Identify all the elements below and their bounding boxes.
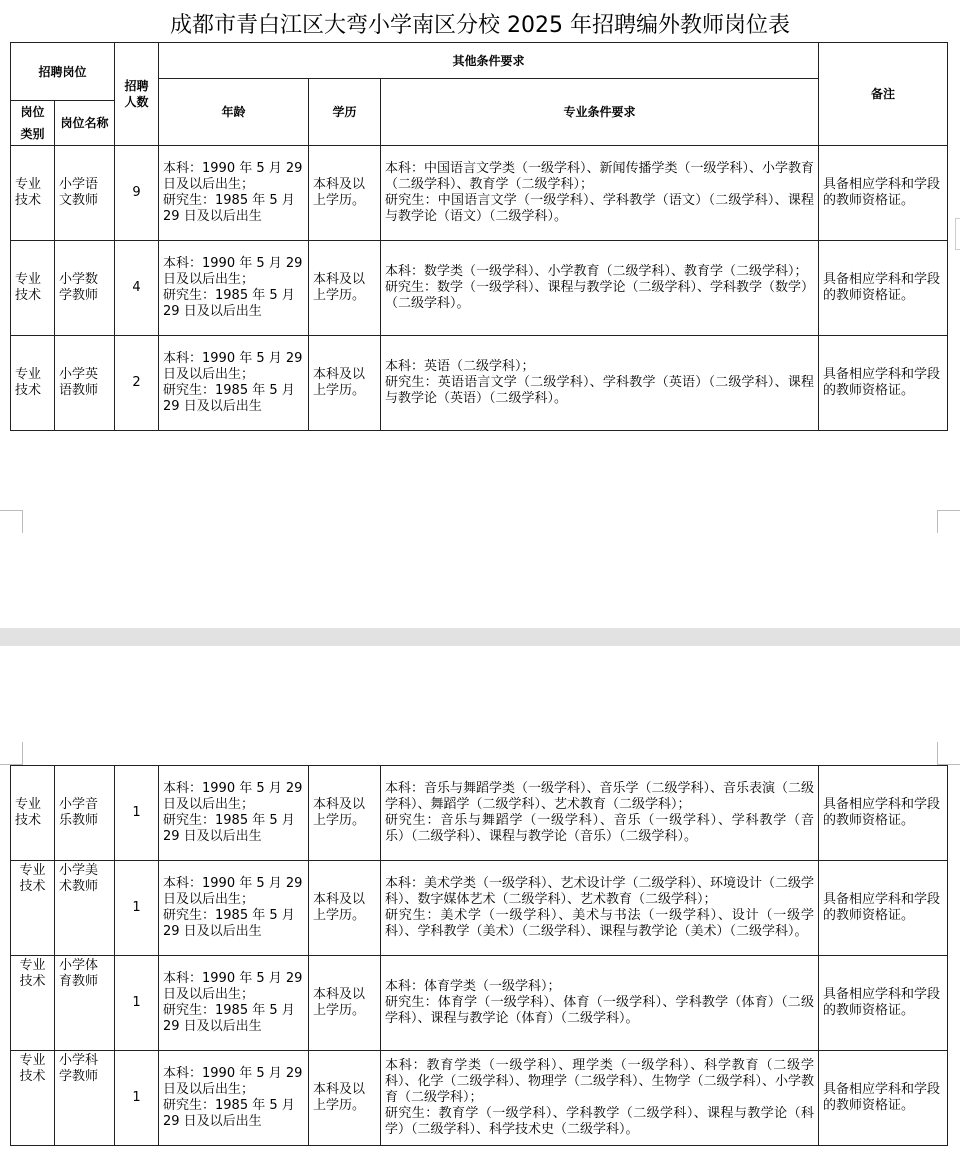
cell-remark: 具备相应学科和学段的教师资格证。 [819,766,948,861]
table-row [11,336,948,431]
cell-count: 4 [115,241,159,336]
crop-mark [0,742,23,765]
cell-major: 本科：体育学类（一级学科）； 研究生：体育学（一级学科）、体育（一级学科）、学科教学（体育）（二级学科）、课程与教学论（体育）（二级学科）。 [381,956,819,1051]
cell-post: 小学音乐教师 [55,766,115,861]
page-edge-tab [955,218,960,250]
header-education: 学历 [309,79,381,146]
cell-remark: 具备相应学科和学段的教师资格证。 [819,861,948,956]
cell-count: 1 [115,1051,159,1146]
cell-count: 1 [115,956,159,1051]
cell-category: 专业技术 [11,1051,55,1146]
cell-remark: 具备相应学科和学段的教师资格证。 [819,336,948,431]
cell-major: 本科：数学类（一级学科）、小学教育（二级学科）、教育学（二级学科）； 研究生：数学（一级学科）、课程与教学论（二级学科）、学科教学（数学）（二级学科）。 [381,241,819,336]
cell-education: 本科及以上学历。 [309,1051,381,1146]
header-category: 岗位类别 [11,101,55,146]
cell-major: 本科：中国语言文学类（一级学科）、新闻传播学类（一级学科）、小学教育（二级学科）、教育学（二级学科）； 研究生：中国语言文学（一级学科）、学科教学（语文）（二级学科）、课程与教学论（语文）（二级学科）。 [381,146,819,241]
table-row [11,956,948,1051]
header-major: 专业条件要求 [381,79,819,146]
table-row [11,241,948,336]
cell-count: 2 [115,336,159,431]
cell-post: 小学体育教师 [55,956,115,1051]
table-row [11,861,948,956]
header-count: 招聘人数 [115,43,159,146]
cell-category: 专业技术 [11,956,55,1051]
recruitment-table-page-2 [10,765,948,1146]
cell-major: 本科：英语（二级学科）； 研究生：英语语言文学（二级学科）、学科教学（英语）（二级学科）、课程与教学论（英语）（二级学科）。 [381,336,819,431]
cell-age: 本科：1990 年 5 月 29 日及以后出生； 研究生：1985 年 5 月 29 日及以后出生 [159,956,309,1051]
header-position: 招聘岗位 [11,43,115,101]
cell-category: 专业技术 [11,146,55,241]
table-row [11,766,948,861]
cell-age: 本科：1990 年 5 月 29 日及以后出生； 研究生：1985 年 5 月 29 日及以后出生 [159,1051,309,1146]
cell-post: 小学数学教师 [55,241,115,336]
header-remarks: 备注 [819,43,948,146]
cell-count: 1 [115,861,159,956]
crop-mark [0,510,23,533]
cell-education: 本科及以上学历。 [309,241,381,336]
recruitment-table-page-1 [10,42,948,431]
cell-age: 本科：1990 年 5 月 29 日及以后出生； 研究生：1985 年 5 月 29 日及以后出生 [159,336,309,431]
cell-count: 1 [115,766,159,861]
cell-age: 本科：1990 年 5 月 29 日及以后出生； 研究生：1985 年 5 月 29 日及以后出生 [159,241,309,336]
header-age: 年龄 [159,79,309,146]
cell-education: 本科及以上学历。 [309,956,381,1051]
cell-remark: 具备相应学科和学段的教师资格证。 [819,241,948,336]
cell-education: 本科及以上学历。 [309,336,381,431]
cell-education: 本科及以上学历。 [309,861,381,956]
cell-category: 专业技术 [11,861,55,956]
table-row [11,146,948,241]
cell-category: 专业技术 [11,766,55,861]
cell-post: 小学美术教师 [55,861,115,956]
page-title: 成都市青白江区大弯小学南区分校 2025 年招聘编外教师岗位表 [170,13,790,38]
cell-post: 小学英语教师 [55,336,115,431]
cell-age: 本科：1990 年 5 月 29 日及以后出生； 研究生：1985 年 5 月 29 日及以后出生 [159,766,309,861]
cell-remark: 具备相应学科和学段的教师资格证。 [819,1051,948,1146]
table-row [11,1051,948,1146]
cell-age: 本科：1990 年 5 月 29 日及以后出生； 研究生：1985 年 5 月 29 日及以后出生 [159,861,309,956]
cell-education: 本科及以上学历。 [309,766,381,861]
cell-category: 专业技术 [11,336,55,431]
cell-major: 本科：音乐与舞蹈学类（一级学科）、音乐学（二级学科）、音乐表演（二级学科）、舞蹈学（二级学科）、艺术教育（二级学科）； 研究生：音乐与舞蹈学（一级学科）、音乐（一级学科）、学科教学（音乐）（二级学科）、课程与教学论（音乐）（二级学科）。 [381,766,819,861]
header-post-name: 岗位名称 [55,101,115,146]
cell-post: 小学科学教师 [55,1051,115,1146]
cell-remark: 具备相应学科和学段的教师资格证。 [819,146,948,241]
cell-category: 专业技术 [11,241,55,336]
cell-age: 本科：1990 年 5 月 29 日及以后出生； 研究生：1985 年 5 月 29 日及以后出生 [159,146,309,241]
crop-mark [937,742,960,765]
cell-major: 本科：美术学类（一级学科）、艺术设计学（二级学科）、环境设计（二级学科）、数字媒体艺术（二级学科）、艺术教育（二级学科）； 研究生：美术学（一级学科）、美术与书法（一级学科）、设计（一级学科）、学科教学（美术）（二级学科）、课程与教学论（美术）（二级学科）。 [381,861,819,956]
cell-education: 本科及以上学历。 [309,146,381,241]
cell-post: 小学语文教师 [55,146,115,241]
page-separator [0,628,960,646]
cell-remark: 具备相应学科和学段的教师资格证。 [819,956,948,1051]
crop-mark [937,510,960,533]
cell-major: 本科：教育学类（一级学科）、理学类（一级学科）、科学教育（二级学科）、化学（二级学科）、物理学（二级学科）、生物学（二级学科）、小学教育（二级学科）； 研究生：教育学（一级学科）、学科教学（二级学科）、课程与教学论（科学）（二级学科）、科学技术史（二级学科）。 [381,1051,819,1146]
cell-count: 9 [115,146,159,241]
header-other-requirements: 其他条件要求 [159,43,819,79]
